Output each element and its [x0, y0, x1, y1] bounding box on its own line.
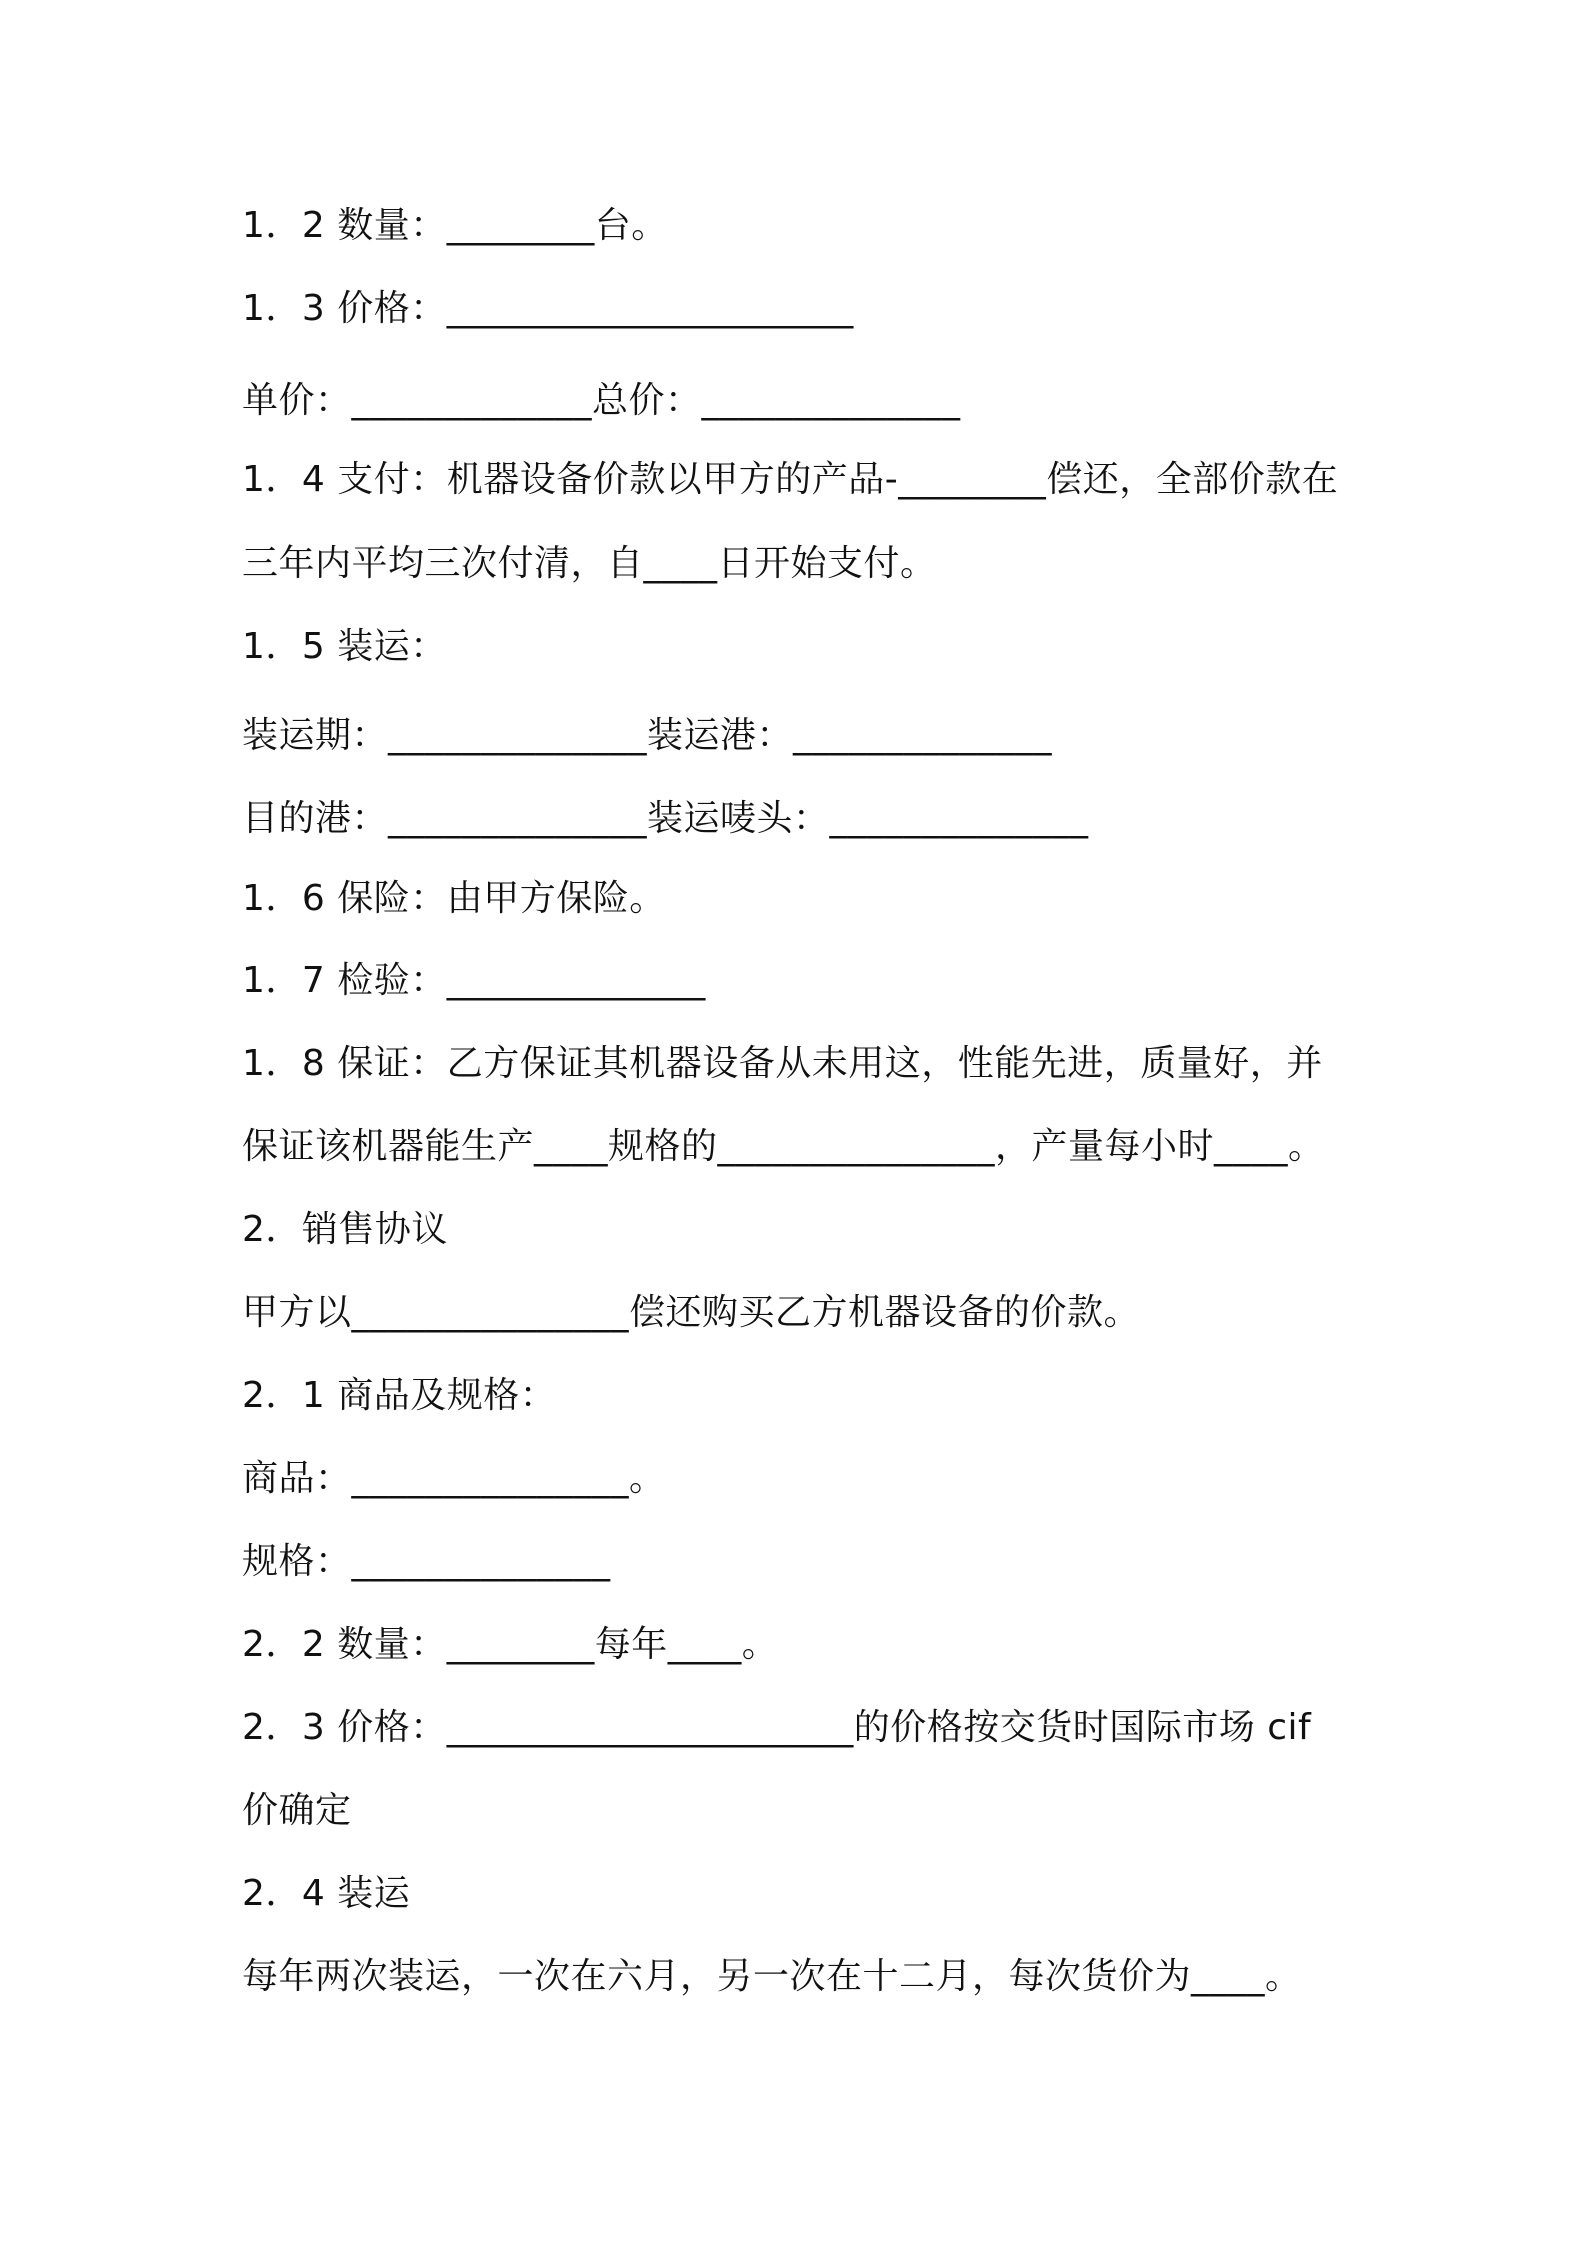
clause-1-7-inspection: 1．7 检验：______________	[242, 960, 706, 1001]
clause-1-5-shipment: 1．5 装运：	[242, 626, 447, 667]
payment-continuation: 三年内平均三次付清，自____日开始支付。	[242, 543, 937, 584]
clause-1-8-guarantee: 1．8 保证：乙方保证其机器设备从未用这，性能先进，质量好，并	[242, 1043, 1323, 1084]
clause-2-4-shipment: 2．4 装运	[242, 1873, 411, 1914]
shipment-schedule-line: 每年两次装运，一次在六月，另一次在十二月，每次货价为____。	[242, 1956, 1302, 1997]
sales-agreement-text: 甲方以_______________偿还购买乙方机器设备的价款。	[242, 1292, 1141, 1333]
guarantee-continuation: 保证该机器能生产____规格的_______________，产量每小时____。	[242, 1126, 1325, 1167]
clause-2-1-goods-spec: 2．1 商品及规格：	[242, 1375, 557, 1416]
clause-2-3-price: 2．3 价格：______________________的价格按交货时国际市场 cif	[242, 1707, 1312, 1748]
price-continuation: 价确定	[242, 1790, 352, 1831]
clause-1-2-quantity: 1．2 数量：________台。	[242, 205, 668, 246]
goods-line: 商品：_______________。	[242, 1458, 666, 1499]
clause-2-2-quantity: 2．2 数量：________每年____。	[242, 1624, 779, 1665]
clause-1-3-price: 1．3 价格：______________________	[242, 288, 854, 329]
clause-1-4-payment: 1．4 支付：机器设备价款以甲方的产品-________偿还，全部价款在	[242, 459, 1339, 500]
destination-marks-line: 目的港：______________装运唛头：______________	[242, 798, 1089, 839]
unit-total-price-line: 单价：_____________总价：______________	[242, 380, 961, 421]
shipment-period-port-line: 装运期：______________装运港：______________	[242, 715, 1053, 756]
specification-line: 规格：______________	[242, 1541, 611, 1582]
section-2-sales-agreement: 2．销售协议	[242, 1209, 448, 1250]
clause-1-6-insurance: 1．6 保险：由甲方保险。	[242, 878, 666, 919]
